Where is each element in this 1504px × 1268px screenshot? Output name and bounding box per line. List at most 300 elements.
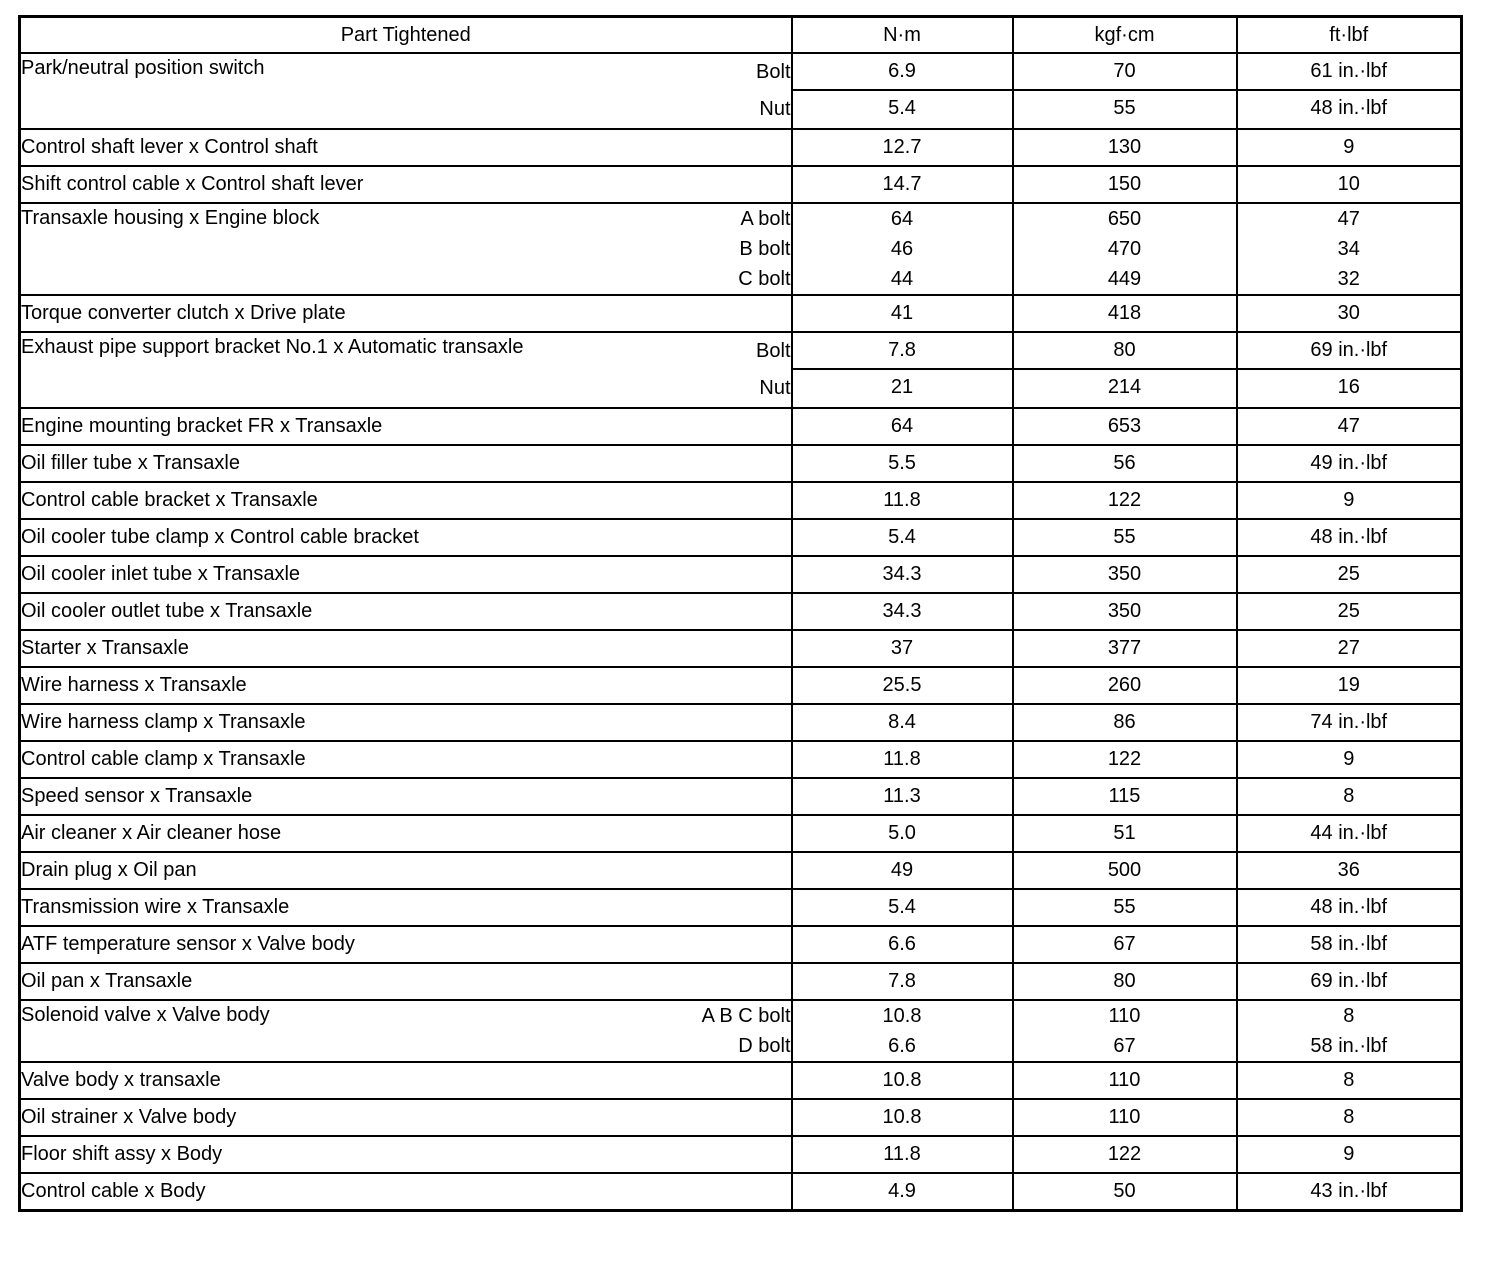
ftlbf-value: 16 [1238,368,1461,405]
nm-value: 4.9 [888,1180,916,1202]
kgfcm-value: 500 [1107,859,1142,881]
nm-value: 7.8 [888,339,916,361]
part-cell-content [21,54,791,128]
ftlbf-value: 8 [1343,1005,1355,1027]
part-cell [20,667,792,704]
part-name: Oil pan x Transaxle [21,970,193,992]
table-row [20,963,1462,1000]
nm-cell [792,630,1013,667]
part-name: Transaxle housing x Engine block [21,207,320,229]
ftlbf-cell [1237,1099,1462,1136]
table-row [20,667,1462,704]
ftlbf-cell [1237,852,1462,889]
nm-value: 64 [890,415,914,437]
part-name: Solenoid valve x Valve body [21,1004,270,1026]
table-row [20,129,1462,166]
nm-cell [792,963,1013,1000]
nm-value: 49 [890,859,914,881]
kgfcm-value: 150 [1107,173,1142,195]
kgfcm-cell [1013,332,1237,408]
fastener-list [756,333,790,407]
nm-cell [792,332,1013,408]
part-cell [20,408,792,445]
nm-value: 5.5 [888,452,916,474]
part-cell [20,519,792,556]
torque-spec-table [18,15,1463,1212]
part-cell [20,482,792,519]
ftlbf-value: 74 in.·lbf [1310,711,1388,733]
nm-value: 6.6 [888,1035,916,1057]
kgfcm-value: 80 [1113,339,1136,361]
kgfcm-cell [1013,741,1237,778]
part-cell-content [21,483,791,518]
nm-cell [792,667,1013,704]
kgfcm-value: 67 [1113,1035,1136,1057]
part-cell-content [21,204,791,294]
nm-value: 41 [890,302,914,324]
part-cell-content [21,520,791,555]
kgfcm-value: 110 [1108,1069,1141,1091]
ftlbf-cell [1237,704,1462,741]
part-cell-content [21,668,791,703]
nm-value: 10.8 [882,1005,922,1027]
ftlbf-value: 48 in.·lbf [1238,89,1461,126]
kgfcm-cell [1013,1062,1237,1099]
fastener-label: A bolt [740,208,791,230]
ftlbf-value: 25 [1337,563,1360,585]
nm-cell [792,166,1013,203]
ftlbf-cell [1237,630,1462,667]
nm-value: 64 [890,208,914,230]
part-cell-content [21,130,791,165]
table-row [20,1173,1462,1211]
ftlbf-value: 8 [1343,1106,1355,1128]
kgfcm-value: 115 [1108,785,1141,807]
nm-cell [792,295,1013,332]
part-cell-content [21,853,791,888]
header-kgfcm: kgf·cm [1013,17,1237,54]
part-cell [20,166,792,203]
kgfcm-value: 122 [1107,1143,1142,1165]
table-row [20,630,1462,667]
kgfcm-cell [1013,166,1237,203]
nm-cell [792,889,1013,926]
kgfcm-cell [1013,889,1237,926]
ftlbf-cell [1237,778,1462,815]
nm-value: 14.7 [882,173,922,195]
ftlbf-cell [1237,593,1462,630]
ftlbf-value: 48 in.·lbf [1310,526,1388,548]
part-name: Exhaust pipe support bracket No.1 x Automatic transaxle [21,336,524,358]
fastener-list [738,204,790,294]
part-name: Control cable bracket x Transaxle [21,489,318,511]
table-header [20,17,1462,54]
part-cell-content [21,964,791,999]
nm-value: 11.8 [883,748,921,770]
nm-value: 21 [793,368,1012,405]
part-name: Starter x Transaxle [21,637,189,659]
kgfcm-value: 80 [1113,970,1136,992]
kgfcm-cell [1013,482,1237,519]
part-name: Oil cooler inlet tube x Transaxle [21,563,301,585]
part-cell-content [21,631,791,666]
ftlbf-value: 8 [1343,785,1355,807]
kgfcm-value: 55 [1014,89,1236,126]
kgfcm-value: 449 [1107,268,1142,290]
nm-value: 34.3 [882,600,922,622]
ftlbf-value: 44 in.·lbf [1310,822,1388,844]
part-cell [20,926,792,963]
table-row [20,1136,1462,1173]
ftlbf-cell [1237,963,1462,1000]
ftlbf-cell [1237,295,1462,332]
kgfcm-value: 653 [1107,415,1142,437]
table-row [20,203,1462,295]
nm-value: 6.9 [888,60,916,82]
ftlbf-value: 61 in.·lbf [1310,60,1388,82]
fastener-label: Bolt [756,61,791,83]
part-name: Engine mounting bracket FR x Transaxle [21,415,383,437]
nm-value: 10.8 [882,1069,922,1091]
part-cell-content [21,816,791,851]
table-row [20,482,1462,519]
nm-cell [792,741,1013,778]
fastener-label: D bolt [738,1035,791,1057]
part-cell [20,778,792,815]
part-cell-content [21,296,791,331]
nm-value: 34.3 [882,563,922,585]
ftlbf-value: 9 [1343,748,1355,770]
nm-value: 5.4 [888,896,916,918]
nm-cell [792,815,1013,852]
header-row [20,17,1462,54]
part-cell-content [21,705,791,740]
part-cell-content [21,167,791,202]
header-ftlbf: ft·lbf [1237,17,1462,54]
ftlbf-value: 10 [1337,173,1360,195]
part-cell [20,1099,792,1136]
part-cell-content [21,446,791,481]
nm-value: 5.4 [793,89,1012,126]
fastener-label: A B C bolt [701,1005,791,1027]
table-row [20,166,1462,203]
ftlbf-value: 27 [1337,637,1360,659]
table-row [20,815,1462,852]
table-row [20,1062,1462,1099]
nm-cell [792,445,1013,482]
kgfcm-value: 130 [1107,136,1142,158]
fastener-label: Bolt [756,340,791,362]
part-cell [20,445,792,482]
nm-value: 25.5 [882,674,922,696]
part-cell [20,852,792,889]
ftlbf-cell [1237,445,1462,482]
kgfcm-cell [1013,295,1237,332]
part-cell-content [21,742,791,777]
part-cell-content [21,1001,791,1061]
part-cell-content [21,927,791,962]
ftlbf-cell [1237,815,1462,852]
kgfcm-value: 350 [1107,600,1142,622]
kgfcm-cell [1013,445,1237,482]
part-name: Oil strainer x Valve body [21,1106,237,1128]
part-name: ATF temperature sensor x Valve body [21,933,355,955]
nm-value: 11.3 [883,785,921,807]
ftlbf-cell [1237,482,1462,519]
ftlbf-cell [1237,1062,1462,1099]
part-cell [20,704,792,741]
nm-value: 12.7 [882,136,922,158]
ftlbf-cell [1237,1000,1462,1062]
ftlbf-cell [1237,166,1462,203]
nm-cell [792,704,1013,741]
ftlbf-cell [1237,203,1462,295]
part-cell [20,1000,792,1062]
kgfcm-cell [1013,1000,1237,1062]
ftlbf-cell [1237,129,1462,166]
ftlbf-cell [1237,1173,1462,1211]
part-name: Control shaft lever x Control shaft [21,136,318,158]
kgfcm-value: 56 [1113,452,1136,474]
nm-cell [792,852,1013,889]
table-row [20,1099,1462,1136]
nm-value: 5.0 [888,822,916,844]
part-name: Floor shift assy x Body [21,1143,223,1165]
nm-value: 5.4 [888,526,916,548]
kgfcm-value: 110 [1108,1106,1141,1128]
ftlbf-value: 9 [1343,489,1355,511]
ftlbf-value: 47 [1337,208,1360,230]
kgfcm-value: 67 [1113,933,1136,955]
part-cell [20,53,792,129]
nm-cell [792,1000,1013,1062]
table-row [20,1000,1462,1062]
kgfcm-cell [1013,630,1237,667]
ftlbf-value: 69 in.·lbf [1310,970,1388,992]
table-row [20,704,1462,741]
kgfcm-cell [1013,1099,1237,1136]
part-cell [20,889,792,926]
ftlbf-cell [1237,332,1462,408]
kgfcm-cell [1013,519,1237,556]
nm-value: 11.8 [883,489,921,511]
kgfcm-value: 418 [1107,302,1142,324]
nm-cell [792,1136,1013,1173]
part-cell [20,593,792,630]
fastener-list [702,1001,791,1061]
fastener-list [756,54,790,128]
ftlbf-cell [1237,519,1462,556]
ftlbf-value: 58 in.·lbf [1310,1035,1388,1057]
nm-cell [792,203,1013,295]
ftlbf-cell [1237,556,1462,593]
kgfcm-value: 350 [1107,563,1142,585]
part-cell [20,556,792,593]
table-row [20,741,1462,778]
kgfcm-value: 214 [1014,368,1236,405]
kgfcm-value: 650 [1107,208,1142,230]
table-row [20,852,1462,889]
ftlbf-value: 43 in.·lbf [1310,1180,1388,1202]
part-cell-content [21,1137,791,1172]
kgfcm-cell [1013,556,1237,593]
part-cell [20,741,792,778]
kgfcm-value: 51 [1113,822,1136,844]
part-cell-content [21,1174,791,1209]
ftlbf-value: 9 [1343,136,1355,158]
kgfcm-cell [1013,1136,1237,1173]
part-cell [20,1173,792,1211]
fastener-label: Nut [759,98,791,120]
ftlbf-value: 32 [1337,268,1360,290]
nm-cell [792,593,1013,630]
ftlbf-cell [1237,667,1462,704]
kgfcm-value: 260 [1107,674,1142,696]
kgfcm-cell [1013,926,1237,963]
ftlbf-cell [1237,1136,1462,1173]
table-row [20,926,1462,963]
nm-cell [792,1062,1013,1099]
part-cell [20,815,792,852]
nm-value: 10.8 [882,1106,922,1128]
ftlbf-cell [1237,889,1462,926]
part-cell [20,1136,792,1173]
kgfcm-cell [1013,53,1237,129]
part-name: Wire harness clamp x Transaxle [21,711,306,733]
part-cell-content [21,409,791,444]
ftlbf-value: 30 [1337,302,1360,324]
nm-cell [792,1173,1013,1211]
kgfcm-cell [1013,963,1237,1000]
ftlbf-cell [1237,741,1462,778]
nm-value: 8.4 [888,711,916,733]
ftlbf-value: 36 [1337,859,1360,881]
kgfcm-cell [1013,815,1237,852]
part-name: Speed sensor x Transaxle [21,785,253,807]
ftlbf-cell [1237,926,1462,963]
part-cell [20,1062,792,1099]
part-cell [20,129,792,166]
header-part-tightened: Part Tightened [20,17,792,54]
kgfcm-cell [1013,852,1237,889]
nm-value: 11.8 [883,1143,921,1165]
kgfcm-cell [1013,593,1237,630]
kgfcm-value: 70 [1113,60,1136,82]
nm-cell [792,778,1013,815]
table-row [20,445,1462,482]
kgfcm-value: 377 [1107,637,1142,659]
ftlbf-value: 8 [1343,1069,1355,1091]
part-name: Valve body x transaxle [21,1069,221,1091]
ftlbf-value: 34 [1337,238,1360,260]
part-name: Shift control cable x Control shaft lever [21,173,364,195]
nm-value: 7.8 [888,970,916,992]
nm-cell [792,408,1013,445]
table-row [20,519,1462,556]
kgfcm-value: 470 [1107,238,1142,260]
part-name: Park/neutral position switch [21,57,265,79]
part-name: Torque converter clutch x Drive plate [21,302,346,324]
table-body [20,53,1462,1211]
ftlbf-cell [1237,408,1462,445]
table-row [20,889,1462,926]
part-name: Transmission wire x Transaxle [21,896,290,918]
kgfcm-value: 86 [1113,711,1136,733]
part-cell [20,963,792,1000]
ftlbf-value: 49 in.·lbf [1310,452,1388,474]
kgfcm-value: 110 [1108,1005,1141,1027]
kgfcm-cell [1013,1173,1237,1211]
part-name: Wire harness x Transaxle [21,674,247,696]
nm-cell [792,482,1013,519]
nm-cell [792,519,1013,556]
part-name: Oil cooler tube clamp x Control cable bracket [21,526,419,548]
table-row [20,332,1462,408]
kgfcm-cell [1013,129,1237,166]
nm-cell [792,556,1013,593]
nm-cell [792,129,1013,166]
part-cell [20,295,792,332]
kgfcm-value: 122 [1107,748,1142,770]
ftlbf-value: 47 [1337,415,1360,437]
part-cell-content [21,1100,791,1135]
header-nm: N·m [792,17,1013,54]
part-name: Control cable clamp x Transaxle [21,748,306,770]
ftlbf-value: 58 in.·lbf [1310,933,1388,955]
part-name: Air cleaner x Air cleaner hose [21,822,282,844]
part-name: Oil cooler outlet tube x Transaxle [21,600,313,622]
ftlbf-value: 19 [1337,674,1360,696]
kgfcm-value: 50 [1113,1180,1136,1202]
part-cell-content [21,333,791,407]
table-row [20,53,1462,129]
ftlbf-value: 25 [1337,600,1360,622]
fastener-label: C bolt [738,268,791,290]
ftlbf-value: 48 in.·lbf [1310,896,1388,918]
part-cell [20,630,792,667]
table-row [20,408,1462,445]
kgfcm-value: 122 [1107,489,1142,511]
nm-value: 6.6 [888,933,916,955]
part-cell-content [21,557,791,592]
part-name: Control cable x Body [21,1180,206,1202]
part-cell-content [21,890,791,925]
part-cell-content [21,594,791,629]
fastener-label: B bolt [739,238,791,260]
nm-cell [792,53,1013,129]
kgfcm-cell [1013,203,1237,295]
table-row [20,295,1462,332]
kgfcm-value: 55 [1113,526,1136,548]
nm-value: 46 [890,238,914,260]
nm-cell [792,1099,1013,1136]
ftlbf-value: 69 in.·lbf [1310,339,1388,361]
part-cell-content [21,779,791,814]
kgfcm-cell [1013,778,1237,815]
kgfcm-cell [1013,667,1237,704]
part-cell [20,203,792,295]
part-cell [20,332,792,408]
table-row [20,593,1462,630]
fastener-label: Nut [759,377,791,399]
table-row [20,556,1462,593]
nm-value: 44 [890,268,914,290]
kgfcm-cell [1013,408,1237,445]
nm-cell [792,926,1013,963]
ftlbf-cell [1237,53,1462,129]
part-cell-content [21,1063,791,1098]
kgfcm-cell [1013,704,1237,741]
